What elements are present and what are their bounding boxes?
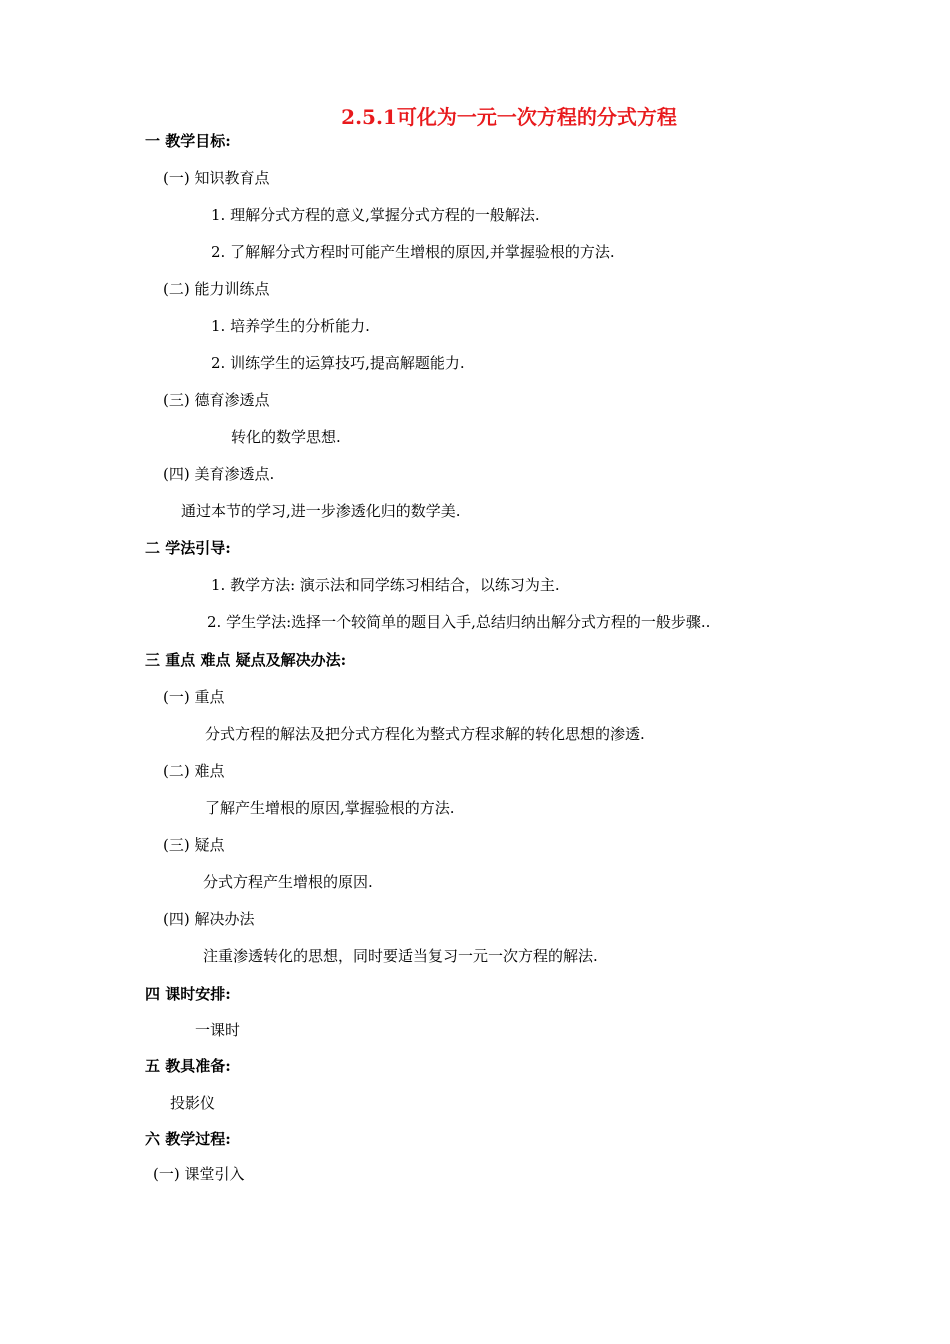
list-item: 2. 了解解分式方程时可能产生增根的原因,并掌握验根的方法. [211, 243, 615, 261]
list-item: 1. 理解分式方程的意义,掌握分式方程的一般解法. [211, 206, 540, 224]
list-item: 1. 教学方法: 演示法和同学练习相结合，以练习为主. [211, 576, 560, 594]
list-item: 2. 学生学法:选择一个较简单的题目入手,总结归纳出解分式方程的一般步骤.. [207, 613, 711, 631]
list-item: 2. 训练学生的运算技巧,提高解题能力. [211, 354, 465, 372]
section-heading-study-method: 二 学法引导: [145, 539, 231, 557]
section-heading-schedule: 四 课时安排: [145, 985, 231, 1003]
section-heading-process: 六 教学过程: [145, 1130, 231, 1148]
paragraph-text: 转化的数学思想. [231, 428, 341, 446]
paragraph-text: 注重渗透转化的思想，同时要适当复习一元一次方程的解法. [203, 947, 598, 965]
paragraph-text: 投影仪 [170, 1094, 216, 1112]
subsection-moral: (三) 德育渗透点 [163, 391, 270, 409]
paragraph-text: 一课时 [195, 1021, 241, 1039]
document-title: 2.5.1可化为一元一次方程的分式方程 [341, 105, 677, 129]
subsection-doubt: (三) 疑点 [163, 836, 225, 854]
paragraph-text: 通过本节的学习,进一步渗透化归的数学美. [181, 502, 461, 520]
list-item: 1. 培养学生的分析能力. [211, 317, 370, 335]
subsection-introduction: (一) 课堂引入 [153, 1165, 245, 1183]
paragraph-text: 分式方程产生增根的原因. [203, 873, 373, 891]
subsection-aesthetic: (四) 美育渗透点. [163, 465, 275, 483]
section-heading-equipment: 五 教具准备: [145, 1057, 231, 1075]
subsection-ability: (二) 能力训练点 [163, 280, 270, 298]
subsection-knowledge: (一) 知识教育点 [163, 169, 270, 187]
subsection-solution: (四) 解决办法 [163, 910, 255, 928]
section-heading-objectives: 一 教学目标: [145, 132, 231, 150]
subsection-key-point: (一) 重点 [163, 688, 225, 706]
paragraph-text: 了解产生增根的原因,掌握验根的方法. [205, 799, 455, 817]
section-heading-key-points: 三 重点 难点 疑点及解决办法: [145, 651, 347, 669]
paragraph-text: 分式方程的解法及把分式方程化为整式方程求解的转化思想的渗透. [205, 725, 645, 743]
subsection-difficulty: (二) 难点 [163, 762, 225, 780]
